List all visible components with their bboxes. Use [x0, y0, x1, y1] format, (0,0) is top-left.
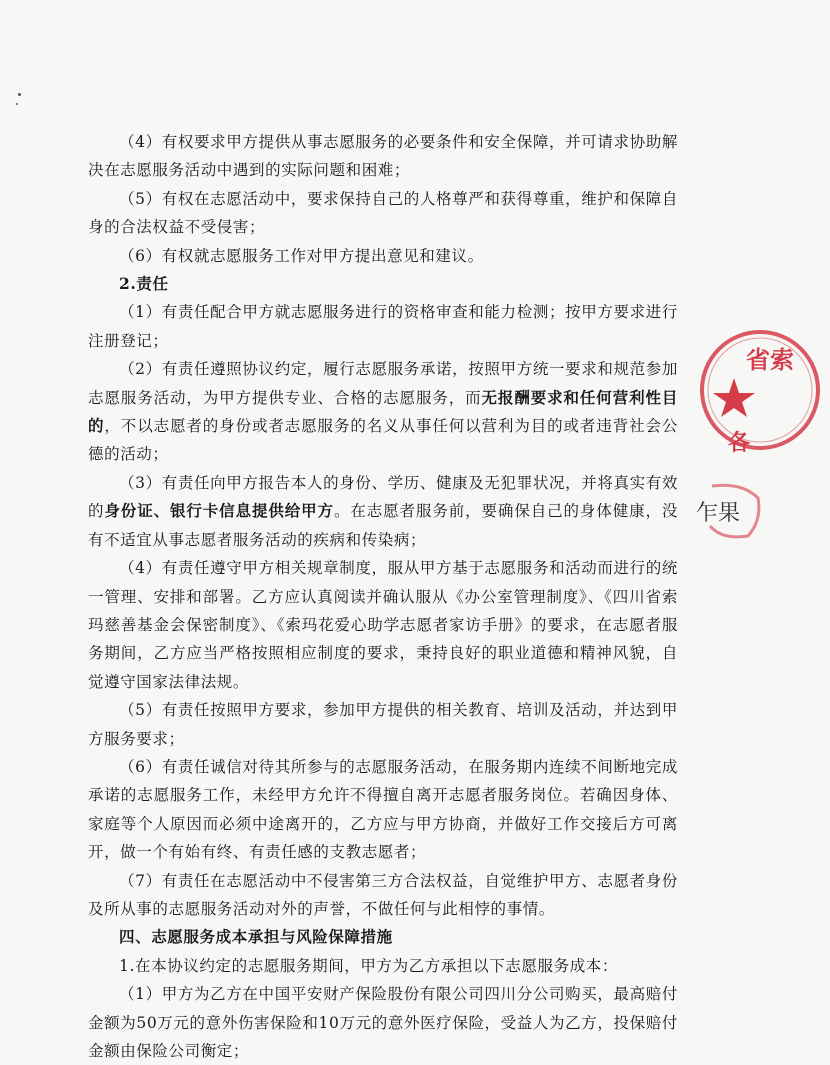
text-run: 1.在本协议约定的志愿服务期间，甲方为乙方承担以下志愿服务成本： [119, 956, 618, 975]
bold-text: 无报酬要求和任何营利性目的 [88, 387, 678, 436]
seal-star-icon [713, 378, 755, 417]
paragraph [88, 867, 678, 924]
text-run: （4）有责任遵守甲方相关规章制度，服从甲方基于志愿服务和活动而进行的统一管理、安排和部署。乙方应认真阅读并确认服从《办公室管理制度》、《四川省索玛慈善基金会保密制度》、《索玛花爱心助学志愿者家访手册》的要求，在志愿者服务期间，乙方应当严格按照相应制度的要求，秉持良好的职业道德和精神风貌，自觉遵守国家法律法规。 [88, 559, 678, 691]
section-heading [88, 270, 678, 298]
paragraph [88, 980, 678, 1065]
text-run: （6）有权就志愿服务工作对甲方提出意见和建议。 [119, 246, 484, 265]
seal-text-bottom: 各 [728, 431, 751, 456]
seal-side-mark [692, 480, 762, 540]
scan-speck [16, 103, 18, 105]
paragraph [88, 298, 678, 355]
text-run: ，不以志愿者的身份或者志愿服务的名义从事任何以营利为目的或者违背社会公德的活动； [88, 417, 678, 464]
section-heading [88, 923, 678, 951]
paragraph [88, 355, 678, 469]
text-run: 2.责任 [119, 274, 169, 294]
seal-side-text: 乍果 [696, 501, 741, 526]
seal-text-top: 省索 [746, 346, 794, 374]
text-run: （3）有责任向甲方报告本人的身份、学历、健康及无犯罪状况，并将真实有效的 [88, 473, 678, 521]
paragraph [88, 469, 678, 554]
text-run: （2）有责任遵照协议约定，履行志愿服务承诺，按照甲方统一要求和规范参加志愿服务活动，为甲方提供专业、合格的志愿服务，而 [88, 360, 678, 407]
text-run: （4）有权要求甲方提供从事志愿服务的必要条件和安全保障，并可请求协助解决在志愿服务活动中遇到的实际问题和困难； [88, 133, 678, 180]
paragraph [88, 952, 678, 980]
text-run: （1）甲方为乙方在中国平安财产保险股份有限公司四川分公司购买，最高赔付金额为50万元的意外伤害保险和10万元的意外医疗保险，受益人为乙方，投保赔付金额由保险公司衡定； [88, 985, 678, 1060]
paragraph [88, 554, 678, 696]
text-run: （5）有权在志愿活动中，要求保持自己的人格尊严和获得尊重，维护和保障自身的合法权益不受侵害； [88, 189, 678, 237]
paragraph [88, 753, 678, 867]
text-run: 四、志愿服务成本承担与风险保障措施 [119, 927, 393, 947]
text-run: （1）有责任配合甲方就志愿服务进行的资格审查和能力检测；按甲方要求进行注册登记； [88, 303, 678, 350]
paragraph [88, 242, 678, 270]
paragraph [88, 696, 678, 753]
red-seal-stamp [690, 320, 830, 460]
paragraph [88, 185, 678, 242]
document-body [88, 128, 678, 1065]
text-run: （7）有责任在志愿活动中不侵害第三方合法权益，自觉维护甲方、志愿者身份及所从事的志愿服务活动对外的声誉，不做任何与此相悖的事情。 [88, 871, 678, 918]
bold-text: 身份证、银行卡信息提供给甲方 [104, 501, 334, 521]
paragraph [88, 128, 678, 185]
text-run: （6）有责任诚信对待其所参与的志愿服务活动，在服务期内连续不间断地完成承诺的志愿服务工作，未经甲方允许不得擅自离开志愿者服务岗位。若确因身体、家庭等个人原因而必须中途离开的，乙方应与甲方协商，并做好工作交接后方可离开，做一个有始有终、有责任感的支教志愿者； [88, 757, 678, 862]
scan-speck [18, 93, 21, 96]
text-run: （5）有责任按照甲方要求，参加甲方提供的相关教育、培训及活动，并达到甲方服务要求； [88, 701, 678, 748]
text-run: 。在志愿者服务前，要确保自己的身体健康，没有不适宜从事志愿者服务活动的疾病和传染病； [88, 502, 678, 549]
